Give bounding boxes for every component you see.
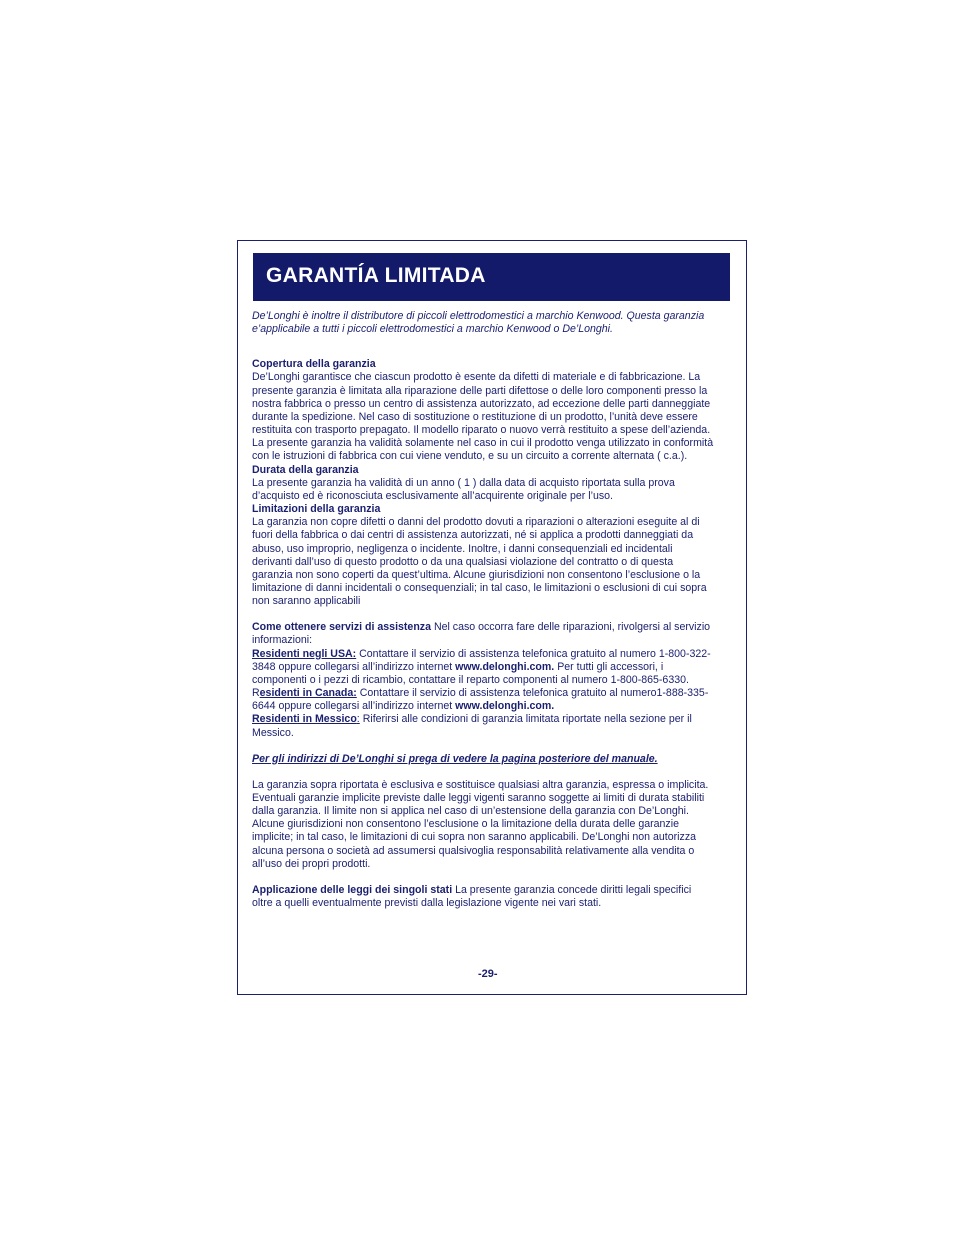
website-link[interactable]: www.delonghi.com. bbox=[455, 660, 555, 673]
body-line: dalla garanzia. Il limite non si applica nel caso di un’estensione della garanzia con De’Longhi. bbox=[252, 805, 689, 818]
section-heading: Come ottenere servizi di assistenza bbox=[252, 621, 431, 634]
section-heading: Copertura della garanzia bbox=[252, 358, 376, 371]
section-applicazione bbox=[252, 884, 732, 910]
body-line: limitazione di danni incidentali o consequenziali; in tal caso, le limitazioni o esclusioni di cui sopra bbox=[252, 581, 707, 594]
body-line: all’uso dei propri prodotti. bbox=[252, 857, 371, 870]
section-heading: Applicazione delle leggi dei singoli stati bbox=[252, 883, 453, 896]
body-line: La presente garanzia ha validità solamente nel caso in cui il prodotto venga utilizzato in conformità bbox=[252, 437, 714, 450]
body-line: nostra fabbrica o presso un centro di assistenza autorizzato, ad eccezione delle parti danneggiate bbox=[252, 397, 711, 410]
section-copertura bbox=[252, 358, 732, 463]
intro-line: e’applicabile a tutti i piccoli elettrodomestici a marchio Kenwood o De’Longhi. bbox=[252, 323, 613, 336]
body-line: presente garanzia è limitata alla riparazione delle parti difettose o delle loro componenti presso la bbox=[252, 384, 708, 397]
body-line: De’Longhi garantisce che ciascun prodotto è esente da difetti di materiale e di fabbricazione. La bbox=[252, 371, 701, 384]
body-line: durante la spedizione. Nel caso di sostituzione o restituzione di un prodotto, l’unità deve essere bbox=[252, 410, 698, 423]
inline-text: 6644 oppure collegarsi all’indirizzo internet bbox=[252, 700, 456, 713]
canada-label: esidenti in Canada: bbox=[259, 687, 357, 700]
body-line: d’acquisto ed è riconosciuta esclusivamente all’acquirente originale per l’uso. bbox=[252, 489, 613, 502]
inline-text: : bbox=[356, 713, 360, 726]
inline-text: Nel caso occorra fare delle riparazioni, rivolgersi al servizio bbox=[431, 621, 711, 634]
inline-text: Riferirsi alle condizioni di garanzia limitata riportate nella sezione per il bbox=[359, 713, 692, 726]
body-line bbox=[252, 648, 732, 661]
body-line: La garanzia sopra riportata è esclusiva e sostituisce qualsiasi altra garanzia, espressa o implicita. bbox=[252, 778, 709, 791]
section-heading: Limitazioni della garanzia bbox=[252, 503, 381, 516]
body-line bbox=[252, 713, 732, 726]
body-line: derivanti dall’uso di questo prodotto o da una qualsiasi violazione del contratto o di questa bbox=[252, 555, 674, 568]
usa-label: Residenti negli USA: bbox=[252, 647, 357, 660]
body-line: fuori della fabbrica o dai centri di assistenza autorizzati, né si applica a prodotti danneggiati da bbox=[252, 529, 694, 542]
title-banner bbox=[253, 253, 730, 301]
body-line: garanzia non sono coperti da quest’ultima. Alcune giurisdizioni non consentono l’esclusione o la bbox=[252, 568, 701, 581]
section-heading: Durata della garanzia bbox=[252, 463, 359, 476]
body-line: Alcune giurisdizioni non consentono l’esclusione o la limitazione della durata delle garanzie bbox=[252, 818, 679, 831]
body-line: restituita con trasporto prepagato. Il modello riparato o nuovo verrà restituito a spese dell’azienda. bbox=[252, 424, 711, 437]
section-esclusiva bbox=[252, 779, 732, 871]
inline-text: informazioni: bbox=[252, 634, 313, 647]
body-line bbox=[252, 661, 732, 674]
body-line bbox=[252, 687, 732, 700]
inline-text: Contattare il servizio di assistenza telefonica gratuito al numero 1-800-322- bbox=[356, 647, 711, 660]
inline-text: La presente garanzia concede diritti legali specifici bbox=[452, 883, 692, 896]
section-limitazioni bbox=[252, 503, 732, 608]
body-line: La garanzia non copre difetti o danni del prodotto dovuti a riparazioni o alterazioni eseguite al di bbox=[252, 516, 700, 529]
section-assistenza bbox=[252, 621, 732, 739]
body-line bbox=[252, 700, 732, 713]
body-line: implicite; in tal caso, le limitazioni di cui sopra non saranno applicabili. De’Longhi non autorizza bbox=[252, 831, 697, 844]
body-line: Messico. bbox=[252, 726, 294, 739]
body-line bbox=[252, 884, 732, 897]
body-line: Eventuali garanzie implicite previste dalle leggi vigenti saranno soggette ai limiti di durata stabiliti bbox=[252, 792, 705, 804]
intro-paragraph bbox=[252, 310, 732, 336]
body-line bbox=[252, 621, 732, 634]
page-title: GARANTÍA LIMITADA bbox=[266, 264, 486, 287]
messico-label: Residenti in Messico bbox=[252, 713, 357, 726]
body-line bbox=[252, 634, 732, 647]
document-body bbox=[252, 310, 732, 910]
body-line: abuso, uso improprio, negligenza o incidente. Inoltre, i danni consequenziali ed incidentali bbox=[252, 542, 673, 555]
intro-line: De’Longhi è inoltre il distributore di piccoli elettrodomestici a marchio Kenwood. Questa garanzia bbox=[252, 310, 705, 322]
body-line: La presente garanzia ha validità di un anno ( 1 ) dalla data di acquisto riportata sulla prova bbox=[252, 476, 675, 489]
body-line: non saranno applicabili bbox=[252, 595, 361, 608]
inline-text: Contattare il servizio di assistenza telefonica gratuito al numero1-888-335- bbox=[356, 687, 709, 700]
page-number: -29- bbox=[478, 968, 498, 980]
inline-text: 3848 oppure collegarsi all’indirizzo internet bbox=[252, 660, 456, 673]
inline-text: Per tutti gli accessori, i bbox=[554, 660, 664, 673]
section-durata bbox=[252, 464, 732, 503]
body-line: componenti o i pezzi di ricambio, contattare il reparto componenti al numero 1-800-865-6330. bbox=[252, 673, 689, 686]
inline-text: R bbox=[252, 687, 260, 700]
body-line: con le istruzioni di fabbrica con cui viene venduto, e su un circuito a corrente alternata ( c.a.). bbox=[252, 450, 688, 463]
addresses-note: Per gli indirizzi di De’Longhi si prega di vedere la pagina posteriore del manuale. bbox=[252, 752, 658, 765]
website-link[interactable]: www.delonghi.com. bbox=[455, 700, 555, 713]
body-line: oltre a quelli eventualmente previsti dalla legislazione vigente nei vari stati. bbox=[252, 897, 602, 910]
body-line: alcuna persona o società ad assumersi qualsivoglia responsabilità relativamente alla vendita o bbox=[252, 844, 695, 857]
